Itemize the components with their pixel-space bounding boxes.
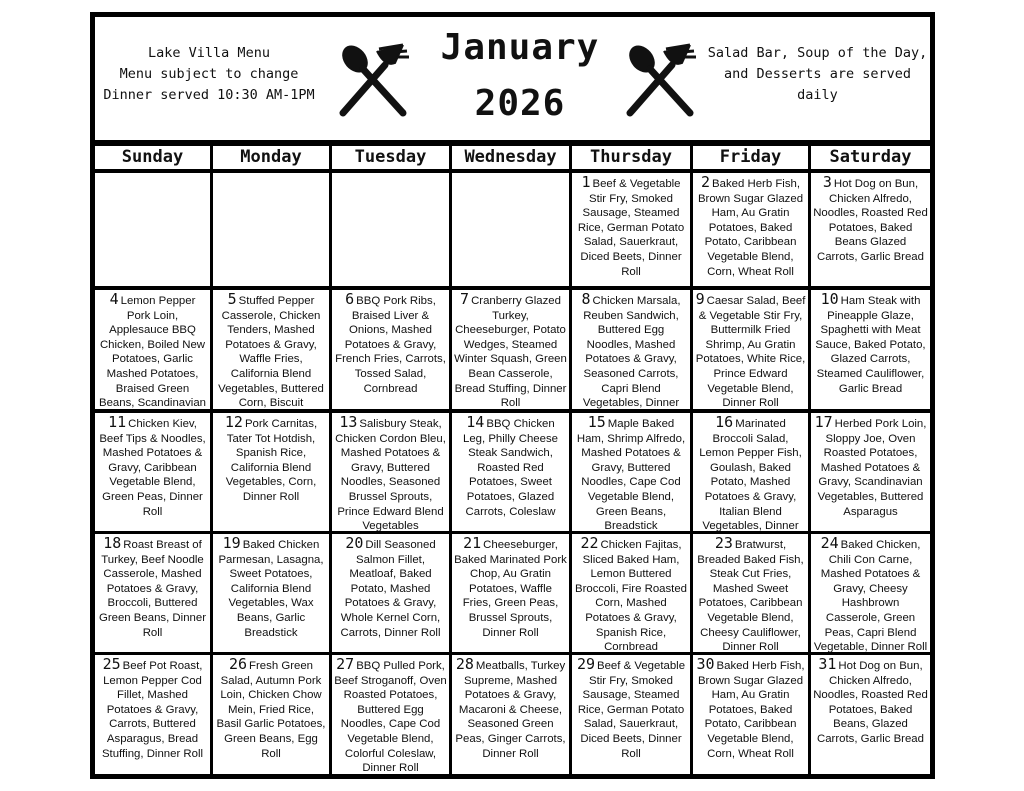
day-cell xyxy=(95,413,210,531)
day-cell xyxy=(213,534,329,652)
weekday-tuesday: Tuesday xyxy=(332,146,449,169)
day-number: 16 xyxy=(715,413,734,431)
menu-items: Baked Herb Fish, Brown Sugar Glazed Ham, Au Gratin Potatoes, Baked Potato, Caribbean Vegetable Blend, Corn, Wheat Roll xyxy=(697,660,805,760)
day-cell xyxy=(693,173,808,286)
crossed-spoon-fork-icon xyxy=(333,41,413,121)
day-cell xyxy=(213,173,329,286)
menu-items: Ham Steak with Pineapple Glaze, Spaghetti with Meat Sauce, Baked Potato, Glazed Carrots, Steamed Cauliflower, Garlic Bread xyxy=(815,295,926,395)
menu-items: Beef Pot Roast, Lemon Pepper Cod Fillet, Mashed Potatoes & Gravy, Carrots, Buttered Asparagus, Bread Stuffing, Dinner Roll xyxy=(101,660,204,760)
menu-items: Chicken Marsala, Reuben Sandwich, Buttered Egg Noodles, Mashed Potatoes & Gravy, Seasoned Carrots, Capri Blend Vegetables, Dinner xyxy=(582,295,681,409)
day-cell xyxy=(452,413,569,531)
menu-items: Fresh Green Salad, Autumn Pork Loin, Chicken Chow Mein, Fried Rice, Basil Garlic Potatoes, Green Beans, Egg Roll xyxy=(216,660,326,760)
menu-items: Maple Baked Ham, Shrimp Alfredo, Mashed Potatoes & Gravy, Buttered Noodles, Cape Cod Vegetable Blend, Green Beans, Breadstick xyxy=(576,418,686,531)
day-cell xyxy=(811,413,930,531)
day-cell xyxy=(213,655,329,774)
day-number: 5 xyxy=(227,290,237,308)
calendar-header xyxy=(95,17,930,140)
day-number: 9 xyxy=(695,290,705,308)
day-cell xyxy=(332,534,449,652)
location-line: Lake Villa Menu xyxy=(148,45,270,61)
menu-items: BBQ Chicken Leg, Philly Cheese Steak Sandwich, Roasted Red Potatoes, Sweet Potatoes, Glazed Carrots, Coleslaw xyxy=(463,418,558,518)
day-cell xyxy=(332,413,449,531)
menu-items: Salisbury Steak, Chicken Cordon Bleu, Mashed Potatoes & Gravy, Buttered Noodles, Seasoned Brussel Sprouts, Prince Edward Blend Vegetables xyxy=(335,418,446,531)
day-cell xyxy=(693,290,808,409)
day-cell xyxy=(572,290,690,409)
menu-items: BBQ Pulled Pork, Beef Stroganoff, Oven Roasted Potatoes, Buttered Egg Noodles, Cape Cod Vegetable Blend, Colorful Coleslaw, Dinner Roll xyxy=(334,660,447,774)
day-number: 13 xyxy=(339,413,358,431)
menu-items: Cranberry Glazed Turkey, Cheeseburger, Potato Wedges, Steamed Winter Squash, Green Bean Casserole, Bread Stuffing, Dinner Roll xyxy=(454,295,567,409)
day-number: 10 xyxy=(820,290,839,308)
day-number: 2 xyxy=(700,173,711,191)
day-number: 4 xyxy=(109,290,119,308)
day-cell xyxy=(811,655,930,774)
day-number: 30 xyxy=(696,655,715,673)
menu-items: Chicken Kiev, Beef Tips & Noodles, Mashed Potatoes & Gravy, Caribbean Vegetable Blend, Green Peas, Dinner Roll xyxy=(99,418,206,518)
month-title: January xyxy=(440,27,600,68)
menu-items: Hot Dog on Bun, Chicken Alfredo, Noodles, Roasted Red Potatoes, Baked Beans, Glazed Carrots, Garlic Bread xyxy=(813,660,928,745)
day-cell xyxy=(95,290,210,409)
menu-items: Beef & Vegetable Stir Fry, Smoked Sausage, Steamed Rice, German Potato Salad, Sauerkraut, Diced Beets, Dinner Roll xyxy=(577,178,685,278)
day-number: 22 xyxy=(580,534,599,552)
menu-items: Caesar Salad, Beef & Vegetable Stir Fry, Buttermilk Fried Shrimp, Au Gratin Potatoes, White Rice, Prince Edward Vegetable Blend, Dinner Roll xyxy=(695,295,806,409)
day-number: 24 xyxy=(820,534,839,552)
day-number: 14 xyxy=(466,413,485,431)
day-cell xyxy=(572,413,690,531)
day-cell xyxy=(452,290,569,409)
day-number: 25 xyxy=(102,655,121,673)
day-cell xyxy=(811,173,930,286)
menu-items: Herbed Pork Loin, Sloppy Joe, Oven Roasted Potatoes, Mashed Potatoes & Gravy, Scandinavian Vegetables, Buttered Asparagus xyxy=(817,418,927,518)
day-cell xyxy=(572,655,690,774)
day-cell xyxy=(213,413,329,531)
day-number: 18 xyxy=(103,534,122,552)
weekday-wednesday: Wednesday xyxy=(452,146,569,169)
menu-items: Baked Chicken, Chili Con Carne, Mashed Potatoes & Gravy, Cheesy Hashbrown Casserole, Green Peas, Capri Blend Vegetable, Dinner Roll xyxy=(813,539,928,652)
day-number: 31 xyxy=(818,655,837,673)
menu-items: Stuffed Pepper Casserole, Chicken Tenders, Mashed Potatoes & Gravy, Waffle Fries, California Blend Vegetables, Buttered Corn, Biscuit xyxy=(218,295,324,409)
menu-items: Lemon Pepper Pork Loin, Applesauce BBQ Chicken, Boiled New Potatoes, Garlic Mashed Potatoes, Braised Green Beans, Scandinavian xyxy=(98,295,207,409)
daily-items-line-1: Salad Bar, Soup of the Day, xyxy=(707,45,928,61)
menu-items: Baked Chicken Parmesan, Lasagna, Sweet Potatoes, California Blend Vegetables, Wax Beans, Garlic Breadstick xyxy=(218,539,324,639)
day-number: 17 xyxy=(814,413,833,431)
day-cell xyxy=(811,290,930,409)
year-title: 2026 xyxy=(474,83,566,124)
daily-items-line-2: and Desserts are served xyxy=(724,66,911,82)
day-number: 6 xyxy=(345,290,355,308)
day-number: 23 xyxy=(714,534,733,552)
day-cell xyxy=(332,290,449,409)
calendar-sheet xyxy=(90,12,935,779)
day-cell xyxy=(693,655,808,774)
day-number: 15 xyxy=(587,413,606,431)
day-number: 21 xyxy=(463,534,482,552)
header-left-notes xyxy=(97,43,321,106)
day-cell xyxy=(572,534,690,652)
day-cell xyxy=(693,534,808,652)
day-number: 11 xyxy=(108,413,127,431)
menu-items: Hot Dog on Bun, Chicken Alfredo, Noodles, Roasted Red Potatoes, Baked Beans Glazed Carrots, Garlic Bread xyxy=(813,178,928,263)
day-cell xyxy=(452,655,569,774)
day-number: 19 xyxy=(222,534,241,552)
day-cell xyxy=(332,655,449,774)
day-number: 28 xyxy=(455,655,474,673)
weekday-monday: Monday xyxy=(213,146,329,169)
day-cell xyxy=(693,413,808,531)
day-number: 12 xyxy=(224,413,243,431)
menu-items: Bratwurst, Breaded Baked Fish, Steak Cut Fries, Mashed Sweet Potatoes, Caribbean Vegetable Blend, Cheesy Cauliflower, Dinner Roll xyxy=(697,539,804,652)
day-number: 1 xyxy=(581,173,591,191)
menu-items: Pork Carnitas, Tater Tot Hotdish, Spanish Rice, California Blend Vegetables, Corn, Dinner Roll xyxy=(225,418,318,503)
day-number: 3 xyxy=(822,173,832,191)
day-number: 8 xyxy=(581,290,591,308)
menu-items: Meatballs, Turkey Supreme, Mashed Potatoes & Gravy, Macaroni & Cheese, Seasoned Green Peas, Ginger Carrots, Dinner Roll xyxy=(455,660,566,760)
dinner-hours: Dinner served 10:30 AM-1PM xyxy=(103,87,315,103)
change-notice: Menu subject to change xyxy=(119,66,299,82)
menu-items: Roast Breast of Turkey, Beef Noodle Casserole, Mashed Potatoes & Gravy, Broccoli, Buttered Green Beans, Dinner Roll xyxy=(98,539,206,639)
day-cell xyxy=(95,534,210,652)
menu-items: Marinated Broccoli Salad, Lemon Pepper Fish, Goulash, Baked Potato, Mashed Potatoes & Gravy, Italian Blend Vegetables, Dinner xyxy=(699,418,802,531)
weekday-sunday: Sunday xyxy=(95,146,210,169)
menu-items: Beef & Vegetable Stir Fry, Smoked Sausage, Steamed Rice, German Potato Salad, Sauerkraut, Diced Beets, Dinner Roll xyxy=(577,660,686,760)
weekday-thursday: Thursday xyxy=(572,146,690,169)
day-cell xyxy=(95,655,210,774)
header-right-notes xyxy=(705,43,930,106)
day-cell xyxy=(452,173,569,286)
daily-items-line-3: daily xyxy=(797,87,838,103)
weekday-friday: Friday xyxy=(693,146,808,169)
day-number: 29 xyxy=(576,655,595,673)
crossed-spoon-fork-icon xyxy=(620,41,700,121)
day-cell xyxy=(811,534,930,652)
menu-items: Chicken Fajitas, Sliced Baked Ham, Lemon Buttered Broccoli, Fire Roasted Corn, Mashed Potatoes & Gravy, Spanish Rice, Cornbread xyxy=(574,539,688,652)
menu-items: BBQ Pork Ribs, Braised Liver & Onions, Mashed Potatoes & Gravy, French Fries, Carrots, Tossed Salad, Cornbread xyxy=(335,295,446,395)
menu-items: Cheeseburger, Baked Marinated Pork Chop, Au Gratin Potatoes, Waffle Fries, Green Peas, Brussel Sprouts, Dinner Roll xyxy=(454,539,567,639)
day-cell xyxy=(95,173,210,286)
day-number: 20 xyxy=(345,534,364,552)
day-cell xyxy=(572,173,690,286)
menu-items: Baked Herb Fish, Brown Sugar Glazed Ham, Au Gratin Potatoes, Baked Potato, Caribbean Vegetable Blend, Corn, Wheat Roll xyxy=(697,178,804,278)
day-number: 26 xyxy=(228,655,248,673)
day-cell xyxy=(332,173,449,286)
day-number: 7 xyxy=(460,290,470,308)
day-number: 27 xyxy=(336,655,355,673)
day-cell xyxy=(213,290,329,409)
menu-items: Dill Seasoned Salmon Fillet, Meatloaf, Baked Potato, Mashed Potatoes & Gravy, Whole Kernel Corn, Carrots, Dinner Roll xyxy=(340,539,441,639)
day-cell xyxy=(452,534,569,652)
weekday-saturday: Saturday xyxy=(811,146,930,169)
